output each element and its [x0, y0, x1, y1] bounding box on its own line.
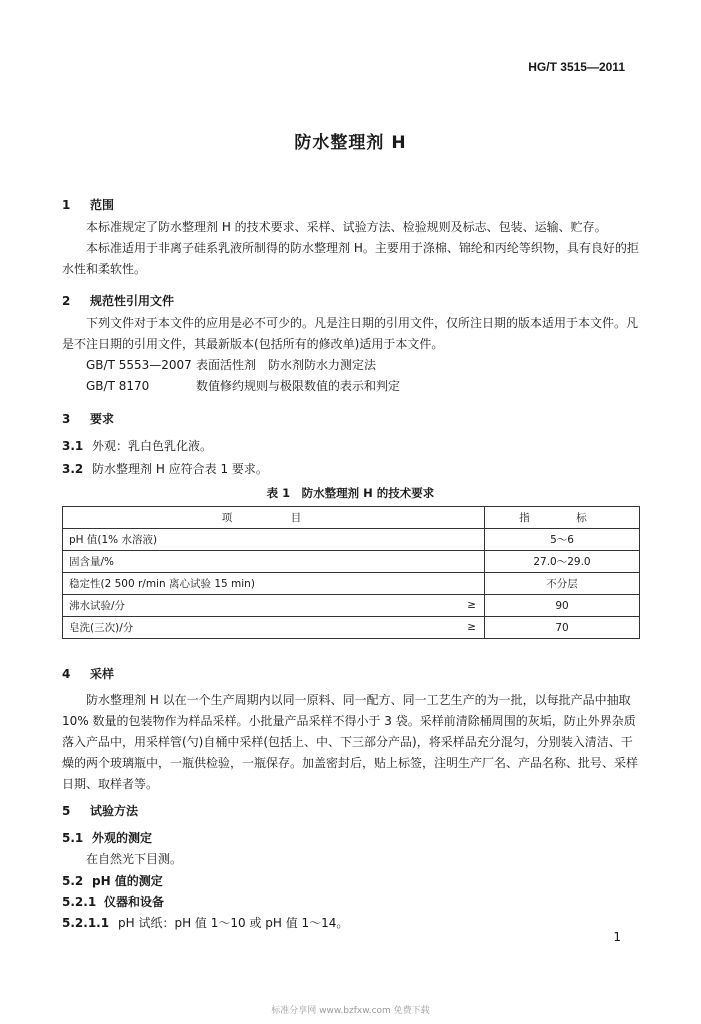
row-item-text: 沸水试验/分 [69, 600, 126, 612]
requirements-table [62, 506, 640, 639]
section-3-heading [62, 410, 114, 427]
table-row [63, 573, 640, 595]
clause-text: 外观：乳白色乳化液。 [92, 439, 213, 453]
clause-title: 外观的测定 [92, 831, 153, 845]
section-number: 2 [62, 294, 71, 308]
row-item [63, 573, 485, 595]
section-2-heading [62, 292, 174, 309]
row-value: 不分层 [485, 573, 640, 595]
section-1-heading [62, 196, 114, 213]
table-row [63, 529, 640, 551]
row-comparator: ≥ [467, 621, 476, 633]
row-item-text: pH 值(1% 水溶液) [69, 534, 158, 546]
clause-5-2 [62, 872, 163, 889]
reference-title: 数值修约规则与极限数值的表示和判定 [196, 379, 401, 393]
row-value: 90 [485, 595, 640, 617]
document-title: 防水整理剂 H [294, 133, 407, 153]
clause-title: 仪器和设备 [104, 895, 165, 909]
reference-item [86, 355, 376, 376]
row-item-text: 皂洗(三次)/分 [69, 622, 134, 634]
row-comparator: ≥ [467, 599, 476, 611]
clause-number: 3.1 [62, 439, 84, 453]
clause-number: 5.1 [62, 831, 84, 845]
standard-code: HG/T 3515—2011 [528, 60, 625, 74]
reference-item [86, 376, 400, 397]
section-5-heading [62, 802, 138, 819]
row-value: 70 [485, 617, 640, 639]
row-item-text: 固含量/% [69, 556, 115, 568]
section-number: 4 [62, 667, 71, 681]
row-value: 27.0～29.0 [485, 551, 640, 573]
clause-5-1-text: 在自然光下目测。 [86, 852, 183, 866]
section-1-paragraph-2: 本标准适用于非离子硅系乳液所制得的防水整理剂 H。主要用于涤棉、锦纶和丙纶等织物，具有良好的拒水性和柔软性。 [62, 241, 639, 276]
row-item [63, 529, 485, 551]
table-row [63, 595, 640, 617]
clause-number: 5.2.1 [62, 895, 97, 909]
header-value: 指 标 [485, 507, 640, 529]
reference-code: GB/T 5553—2007 [86, 358, 192, 372]
clause-3-1 [62, 437, 212, 454]
section-2-paragraph-1: 下列文件对于本文件的应用是必不可少的。凡是注日期的引用文件，仅所注日期的版本适用于本文件。凡是不注日期的引用文件，其最新版本(包括所有的修改单)适用于本文件。 [62, 316, 639, 351]
row-item [63, 551, 485, 573]
section-title: 要求 [90, 412, 115, 426]
table-row [63, 617, 640, 639]
reference-code: GB/T 8170 [86, 379, 150, 393]
section-title: 范围 [90, 198, 115, 212]
table-row [63, 551, 640, 573]
row-item-text: 稳定性(2 500 r/min 离心试验 15 min) [69, 578, 255, 590]
clause-title: pH 值的测定 [92, 874, 163, 888]
table-caption: 表 1 防水整理剂 H 的技术要求 [266, 486, 435, 500]
clause-5-2-1-1 [62, 914, 348, 931]
section-title: 试验方法 [90, 804, 139, 818]
section-4-paragraph-1: 防水整理剂 H 以在一个生产周期内以同一原料、同一配方、同一工艺生产的为一批，以每批产品中抽取 10% 数量的包装物作为样品采样。小批量产品采样不得小于 3 袋。采样前清除桶周围的灰垢，防止外界杂质落入产品中，用采样管(勺)自桶中采样(包括上、中、下三部分产品)，将采样品充分混匀，分别装入清洁、干燥的两个玻璃瓶中，一瓶供检验，一瓶保存。加盖密封后，贴上标签，注明生产厂名、产品名称、批号、采样日期、取样者等。 [62, 693, 639, 791]
watermark-text: 标准分享网 www.bzfxw.com 免费下载 [271, 1006, 430, 1016]
section-4-heading [62, 665, 114, 682]
section-title: 规范性引用文件 [90, 294, 175, 308]
clause-number: 5.2 [62, 874, 84, 888]
section-title: 采样 [90, 667, 115, 681]
clause-5-2-1 [62, 893, 164, 910]
header-item: 项 目 [63, 507, 485, 529]
section-number: 1 [62, 198, 71, 212]
clause-number: 3.2 [62, 462, 84, 476]
table-header-row [63, 507, 640, 529]
row-value: 5～6 [485, 529, 640, 551]
section-number: 3 [62, 412, 71, 426]
clause-text: 防水整理剂 H 应符合表 1 要求。 [92, 462, 268, 476]
section-number: 5 [62, 804, 71, 818]
section-1-paragraph-1: 本标准规定了防水整理剂 H 的技术要求、采样、试验方法、检验规则及标志、包装、运输、贮存。 [86, 220, 607, 234]
reference-title: 表面活性剂 防水剂防水力测定法 [196, 358, 377, 372]
clause-3-2 [62, 460, 268, 477]
clause-5-1 [62, 829, 152, 846]
row-item [63, 617, 485, 639]
clause-number: 5.2.1.1 [62, 916, 110, 930]
page-number: 1 [613, 930, 621, 944]
clause-text: pH 试纸：pH 值 1～10 或 pH 值 1～14。 [118, 916, 349, 930]
row-item [63, 595, 485, 617]
